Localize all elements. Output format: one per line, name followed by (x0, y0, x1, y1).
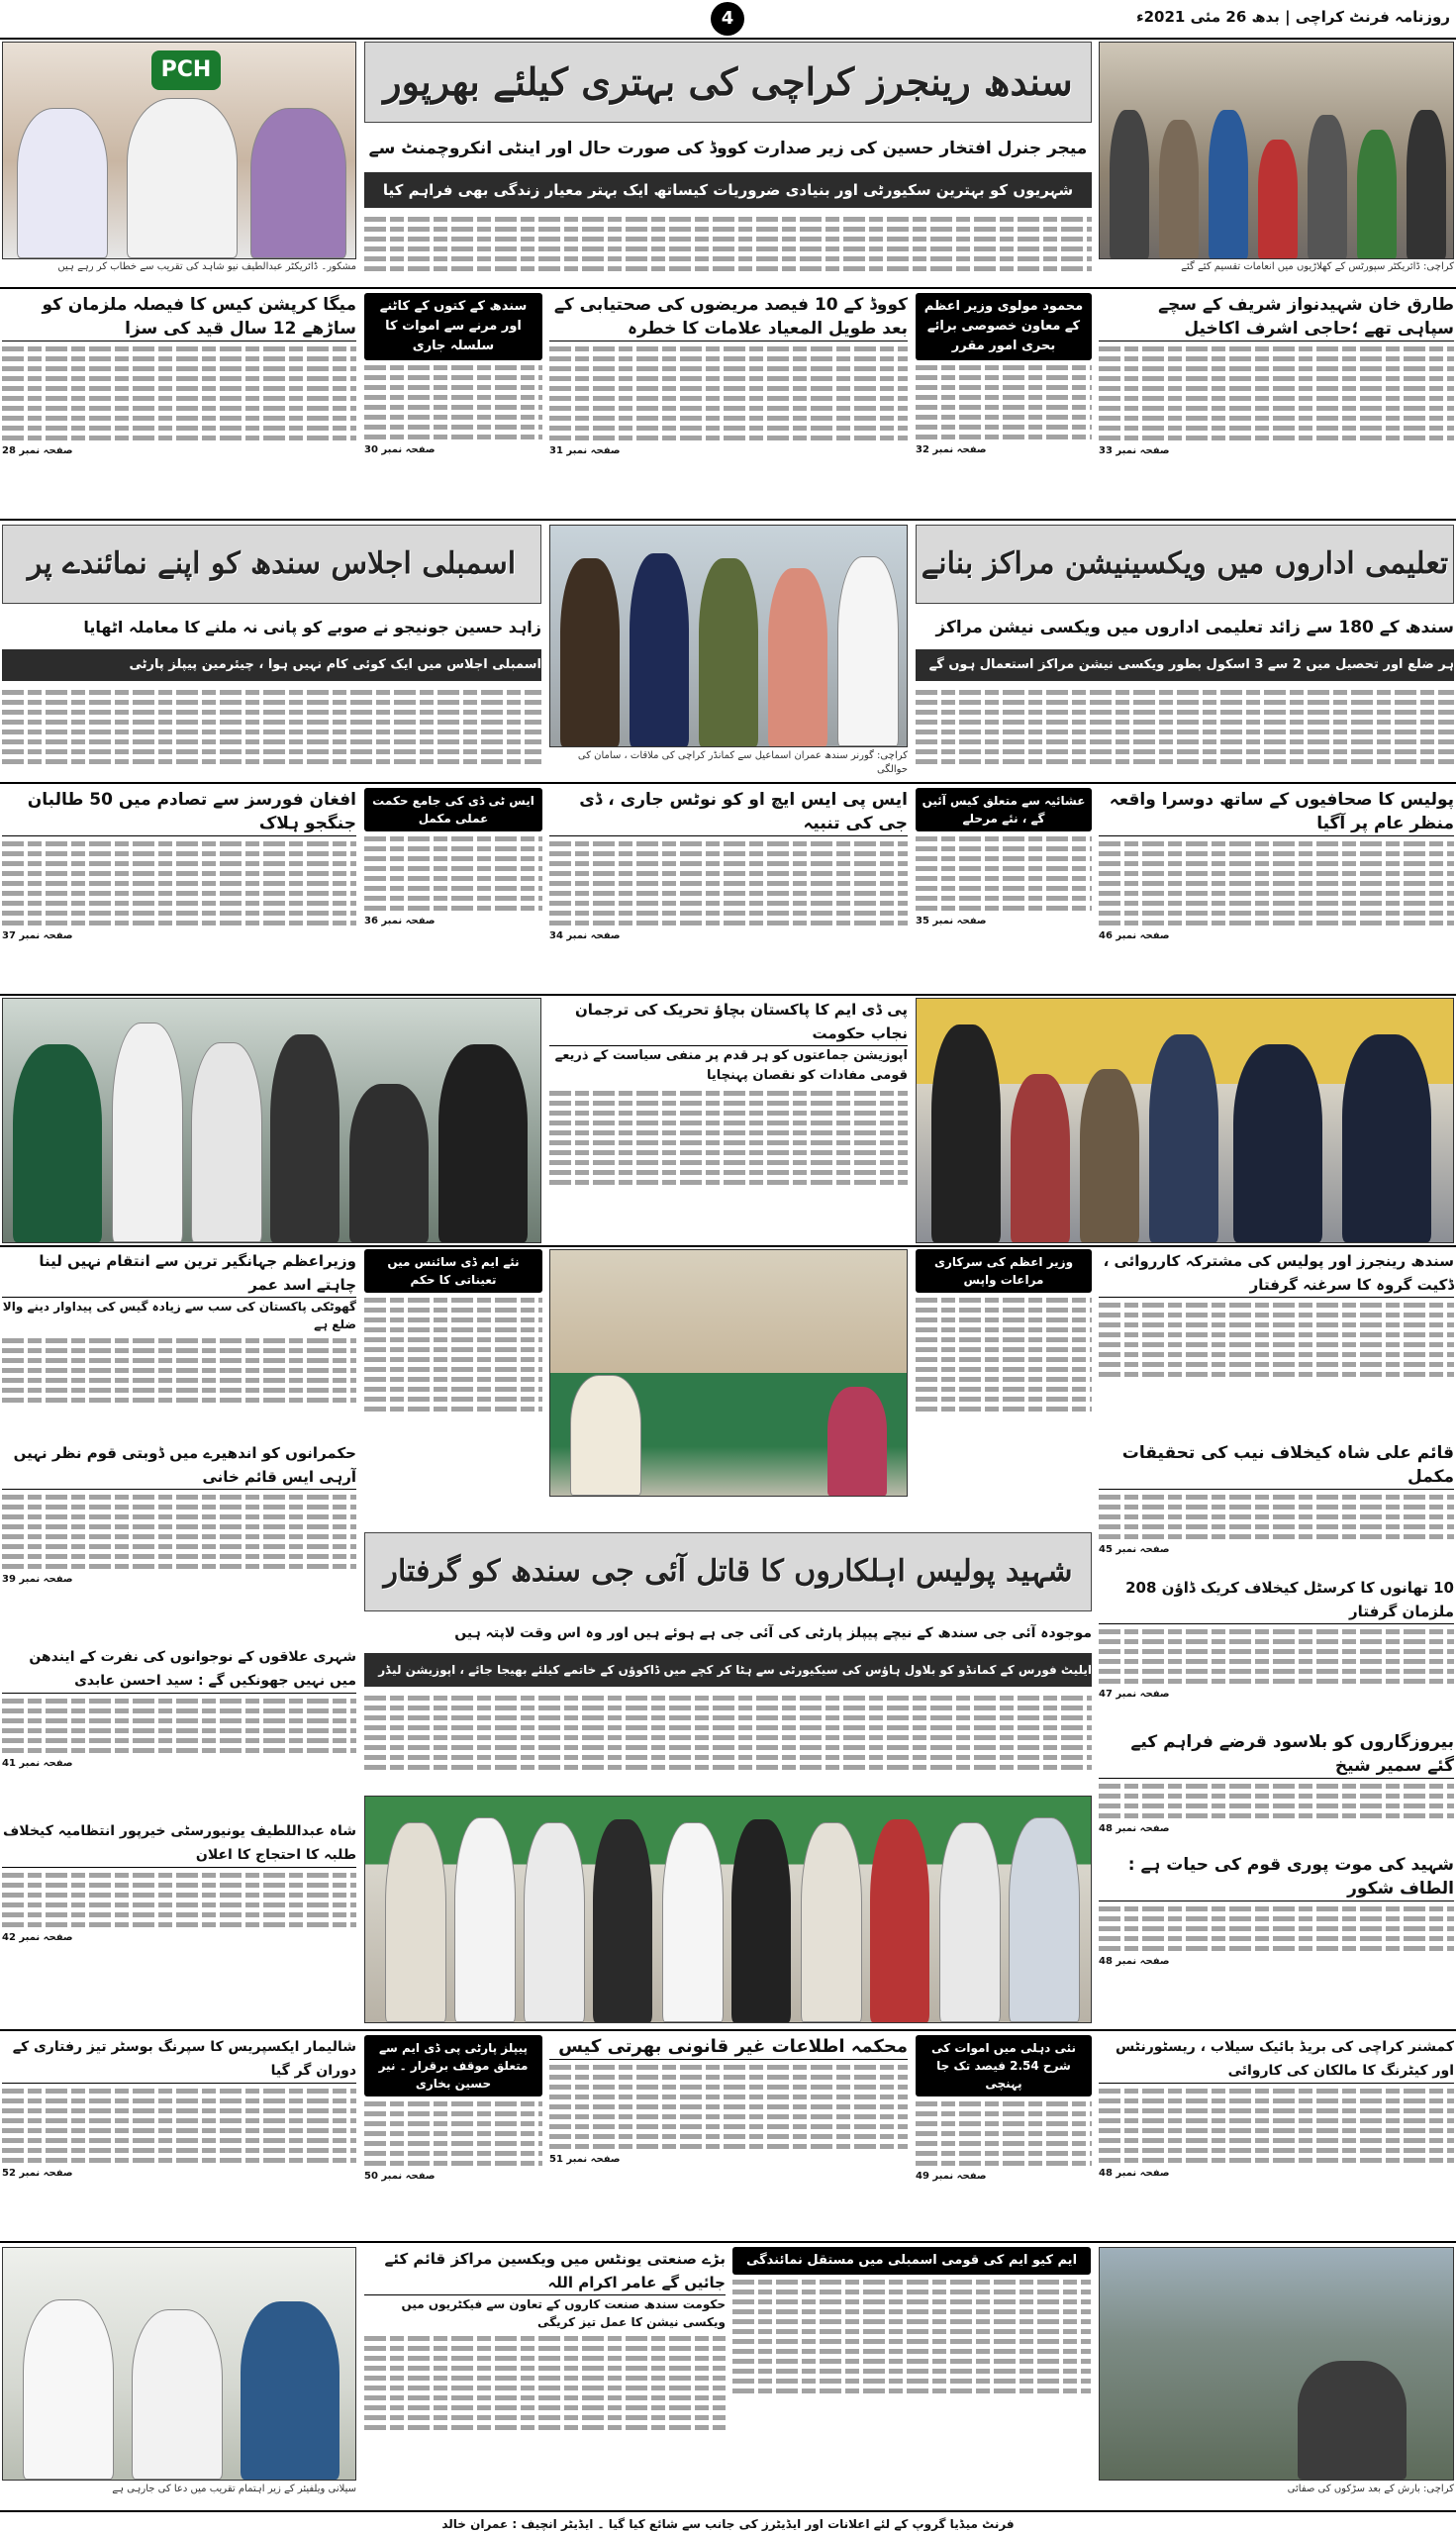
article-title: پولیس کا صحافیوں کے ساتھ دوسرا واقعہ منظر عام پر آگیا (1099, 788, 1454, 836)
article (2, 2035, 356, 2238)
continued-page: صفحہ نمبر 32 (916, 444, 987, 455)
top-left-caption: مشکور۔ ڈائریکٹر عبدالطیف نیو شاہد کی تقریب سے خطاب کر رہے ہیں (57, 261, 356, 272)
article (549, 788, 908, 991)
top-right-photo (1099, 42, 1454, 259)
left-story-body (2, 685, 541, 779)
pch-logo: PCH (151, 50, 221, 90)
main-sub-1: میجر جنرل افتخار حسین کی زیر صدارت کووڈ کی صورت حال اور اینٹی انکروچمنٹ سے (368, 139, 1088, 158)
article-title: بڑے صنعتی یونٹس میں ویکسین مراکز قائم کئے جائیں گے عامر اکرام اللہ (364, 2247, 726, 2295)
article (549, 293, 908, 516)
person-figure (1159, 120, 1199, 258)
pdm-article (549, 998, 908, 1243)
person-figure (931, 1024, 1001, 1242)
person-figure (1209, 110, 1248, 258)
governor-meeting-photo (549, 525, 908, 747)
main-headline: سندھ رینجرز کراچی کی بہتری کیلئے بھرپور (364, 42, 1092, 123)
continued-page: صفحہ نمبر 49 (916, 2171, 987, 2182)
person-figure (560, 558, 620, 746)
person-figure (191, 1042, 262, 1242)
left-sub: زاہد حسین جونیجو نے صوبے کو پانی نہ ملنے کا معاملہ اٹھایا (83, 618, 541, 636)
top-right-caption: کراچی: ڈائریکٹر سپورٹس کے کھلاڑیوں میں انعامات تقسیم کئے گئے (1181, 261, 1454, 272)
page-number: 4 (711, 2, 744, 36)
continued-page: صفحہ نمبر 30 (364, 444, 436, 455)
person-figure (1009, 1817, 1080, 2022)
article-title: عشائیہ سے متعلق کیس آئیں گے ، نئے مرحلے (916, 788, 1092, 831)
article-title: کووڈ کے 10 فیصد مریضوں کی صحتیابی کے بعد طویل المعیاد علامات کا خطرہ (549, 293, 908, 341)
continued-page: صفحہ نمبر 48 (1099, 1956, 1170, 1967)
continued-page: صفحہ نمبر 48 (1099, 2168, 1170, 2179)
continued-page: صفحہ نمبر 39 (2, 1574, 73, 1585)
continued-page: صفحہ نمبر 42 (2, 1932, 73, 1943)
bottom-left-caption: سیلانی ویلفیئر کے زیر اہتمام تقریب میں دعا کی جارہی ہے (112, 2484, 356, 2494)
person-figure (1357, 130, 1397, 258)
date-line: روزنامہ فرنٹ کراچی | بدھ 26 مئی 2021ء (1135, 8, 1450, 26)
person-figure (270, 1034, 340, 1242)
article-title: شاہ عبداللطیف یونیورسٹی خیرپور انتظامیہ کیخلاف طلبہ کا احتجاج کا اعلان (2, 1819, 356, 1868)
article-sub: حکومت سندھ صنعت کاروں کے تعاون سے فیکٹریوں میں ویکسی نیشن کا عمل تیز کریگی (401, 2297, 726, 2329)
divider (0, 994, 1456, 996)
article-title: 10 تھانوں کا کرسٹل کیخلاف کریک ڈاؤن 208 ملزمان گرفتار (1099, 1576, 1454, 1624)
person-figure (837, 556, 899, 746)
continued-page: صفحہ نمبر 50 (364, 2171, 436, 2182)
person-figure (524, 1822, 585, 2022)
bottom-right-photo (1099, 2247, 1454, 2481)
person-figure (593, 1819, 652, 2022)
article (364, 293, 542, 516)
article-title: سندھ رینجرز اور پولیس کی مشترکہ کارروائی ، ڈکیت گروہ کا سرغنہ گرفتار (1099, 1249, 1454, 1298)
continued-page: صفحہ نمبر 45 (1099, 1544, 1170, 1555)
right-sub-2: ہر ضلع اور تحصیل میں 2 سے 3 اسکول بطور ویکسی نیشن مراکز استعمال ہوں گے (916, 649, 1454, 681)
person-figure (454, 1817, 516, 2022)
article-title: شہری علاقوں کے نوجوانوں کی نفرت کے ایندھن میں نہیں جھونکیں گے : سید احسن عابدی (2, 1645, 356, 1694)
article-title: محکمہ اطلاعات غیر قانونی بھرتی کیس (549, 2035, 908, 2060)
person-figure (1308, 115, 1347, 258)
article (1099, 293, 1454, 516)
article-title: حکمرانوں کو اندھیرے میں ڈوبتی قوم نظر نہیں آرہی ایس قائم خانی (2, 1441, 356, 1490)
person-figure (132, 2309, 223, 2480)
masthead (0, 0, 1456, 40)
person-figure (1298, 2361, 1407, 2480)
article-title: نئی دہلی میں اموات کی شرح 2.54 فیصد تک جا پہنچی (916, 2035, 1092, 2096)
article-title: ایس ٹی ڈی کی جامع حکمت عملی مکمل (364, 788, 542, 831)
person-figure (699, 558, 758, 746)
article (1099, 1249, 1454, 1437)
left-sub-2: اسمبلی اجلاس میں ایک کوئی کام نہیں ہوا ، چیئرمین پیپلز پارٹی (2, 649, 541, 681)
article-title: نئے ایم ڈی سائنس میں تعیناتی کا حکم (364, 1249, 542, 1293)
divider (0, 519, 1456, 521)
pdm-sub: اپوزیشن جماعتوں کو ہر قدم پر منفی سیاست کے ذریعے قومی مفادات کو نقصان پہنچایا (554, 1048, 908, 1083)
article (2, 788, 356, 991)
person-figure (1149, 1034, 1218, 1242)
article (1099, 1576, 1454, 1724)
police-sub-1: موجودہ آئی جی سندھ کے نیچے پیپلز پارٹی کی آئی جی ہے ہوئے ہیں اور وہ اس وقت لاپتہ ہیں (454, 1625, 1092, 1641)
photo-caption: کراچی: گورنر سندھ عمران اسماعیل سے کمانڈر کراچی کی ملاقات ، سامان کی حوالگی (577, 750, 908, 775)
article (2, 1249, 356, 1437)
pdm-title: پی ڈی ایم کا پاکستان بچاؤ تحریک کی ترجمان نجاب حکومت (549, 998, 908, 1046)
divider (0, 287, 1456, 289)
person-figure (241, 2301, 340, 2480)
article-title: میگا کرپشن کیس کا فیصلہ ملزمان کو ساڑھے 12 سال قید کی سزا (2, 293, 356, 341)
footer-imprint: فرنٹ میڈیا گروپ کے لئے اعلانات اور ایڈیٹرز کی جانب سے شائع کیا گیا ۔ ایڈیٹر انچیف : عمران خالد (0, 2510, 1456, 2534)
continued-page: صفحہ نمبر 28 (2, 445, 73, 456)
divider (0, 2241, 1456, 2243)
person-figure (1110, 110, 1149, 258)
continued-page: صفحہ نمبر 34 (549, 930, 621, 941)
bottom-right-caption: کراچی: بارش کے بعد سڑکوں کی صفائی (1287, 2484, 1454, 2494)
continued-page: صفحہ نمبر 46 (1099, 930, 1170, 941)
person-figure (13, 1044, 102, 1242)
main-story-body (364, 212, 1092, 283)
continued-page: صفحہ نمبر 41 (2, 1758, 73, 1769)
article (1099, 1441, 1454, 1570)
article (364, 2247, 726, 2506)
right-story-body (916, 685, 1454, 779)
article (1099, 788, 1454, 991)
article-title: قائم علی شاہ کیخلاف نیب کی تحقیقات مکمل (1099, 1441, 1454, 1490)
article (1099, 1853, 1454, 1980)
person-figure (827, 1387, 887, 1496)
person-figure (1011, 1074, 1070, 1242)
article (1099, 1730, 1454, 1849)
article-title: ایس پی ایس ایچ او کو نوٹس جاری ، ڈی جی کی تنبیہ (549, 788, 908, 836)
article-title: طارق خان شہیدنواز شریف کے سچے سپاہی تھے ؛حاجی اشرف اکاخیل (1099, 293, 1454, 341)
article-sub: گھوٹکی پاکستان کی سب سے زیادہ گیس کی پیداوار دینے والا ضلع ہے (2, 1300, 356, 1331)
police-press-photo (916, 998, 1454, 1243)
article-title: وزیر اعظم کی سرکاری مراعات واپس (916, 1249, 1092, 1293)
continued-page: صفحہ نمبر 51 (549, 2154, 621, 2165)
office-meeting-photo (549, 1249, 908, 1497)
person-figure (801, 1822, 862, 2022)
right-headline: تعلیمی اداروں میں ویکسینیشن مراکز بنانے (916, 525, 1454, 604)
bottom-left-photo (2, 2247, 356, 2481)
police-headline: شہید پولیس اہلکاروں کا قاتل آئی جی سندھ کو گرفتار (364, 1532, 1092, 1611)
person-figure (1080, 1069, 1139, 1242)
left-headline: اسمبلی اجلاس سندھ کو اپنے نمائندے پر (2, 525, 541, 604)
person-figure (349, 1084, 429, 1242)
divider (0, 2029, 1456, 2031)
gathering-photo (2, 998, 541, 1243)
article (2, 1441, 356, 1639)
person-figure (870, 1819, 929, 2022)
article-title: شالیمار ایکسپریس کا سپرنگ بوسٹر تیز رفتاری کے دوران گر گیا (2, 2035, 356, 2084)
article-title: کمشنر کراچی کی بریڈ بائیک سیلاب ، ریسٹورنٹس اور کیٹرنگ کا مالکان کی کاروائی (1099, 2035, 1454, 2084)
group-photo (364, 1796, 1092, 2023)
police-sub-2: ایلیٹ فورس کے کمانڈو کو بلاول ہاؤس کی سیکیورٹی سے ہٹا کر کچے میں ڈاکوؤں کے خاتمے کیلئے بھیجا جائے ، اپوزیشن لیڈر (364, 1653, 1092, 1687)
person-figure (23, 2299, 114, 2480)
article (364, 1249, 542, 1524)
person-figure (1407, 110, 1446, 258)
person-figure (939, 1822, 1001, 2022)
article (364, 788, 542, 991)
article-title: وزیراعظم جہانگیر ترین سے انتقام نہیں لینا چاہتے اسد عمر (2, 1249, 356, 1298)
article (916, 293, 1092, 516)
continued-page: صفحہ نمبر 52 (2, 2168, 73, 2179)
article (1099, 2035, 1454, 2238)
divider (0, 1245, 1456, 1247)
person-figure (768, 568, 827, 746)
person-figure (438, 1044, 528, 1242)
article-title: محمود مولوی وزیر اعظم کے معاون خصوصی برائے بحری امور مقرر (916, 293, 1092, 360)
top-left-photo (2, 42, 356, 259)
article-title: بیروزگاروں کو بلاسود قرضے فراہم کیے گئے سمیر شیخ (1099, 1730, 1454, 1779)
person-figure (570, 1375, 641, 1496)
article (732, 2247, 1091, 2506)
continued-page: صفحہ نمبر 31 (549, 445, 621, 456)
article-title: پیپلز پارٹی پی ڈی ایم سے متعلق موقف برقرار ۔ نیر حسین بخاری (364, 2035, 542, 2096)
article-title: سندھ کے کتوں کے کاٹنے اور مرنے سے اموات کا سلسلہ جاری (364, 293, 542, 360)
person-figure (250, 108, 346, 258)
person-figure (112, 1023, 183, 1242)
person-figure (127, 98, 238, 258)
person-figure (1342, 1034, 1431, 1242)
divider (0, 782, 1456, 784)
person-figure (1233, 1044, 1322, 1242)
article (916, 788, 1092, 991)
article (916, 1249, 1092, 1524)
article (2, 293, 356, 516)
article (916, 2035, 1092, 2238)
article (2, 1819, 356, 1980)
continued-page: صفحہ نمبر 48 (1099, 1823, 1170, 1834)
person-figure (385, 1822, 446, 2022)
police-story-body (364, 1691, 1092, 1790)
continued-page: صفحہ نمبر 37 (2, 930, 73, 941)
person-figure (731, 1819, 791, 2022)
article-title: شہید کی موت پوری قوم کی حیات ہے : الطاف شکور (1099, 1853, 1454, 1901)
continued-page: صفحہ نمبر 33 (1099, 445, 1170, 456)
person-figure (1258, 140, 1298, 258)
article (2, 1645, 356, 1813)
right-sub: سندھ کے 180 سے زائد تعلیمی اداروں میں ویکسی نیشن مراکز (935, 618, 1454, 637)
person-figure (662, 1822, 724, 2022)
article-title: ایم کیو ایم کی قومی اسمبلی میں مستقل نمائندگی (732, 2247, 1091, 2275)
continued-page: صفحہ نمبر 36 (364, 916, 436, 926)
person-figure (630, 553, 689, 746)
main-sub-2: شہریوں کو بہترین سکیورٹی اور بنیادی ضروریات کیساتھ ایک بہتر معیار زندگی بھی فراہم کیا (364, 172, 1092, 208)
continued-page: صفحہ نمبر 47 (1099, 1689, 1170, 1700)
article-title: افغان فورسز سے تصادم میں 50 طالبان جنگجو ہلاک (2, 788, 356, 836)
article (364, 2035, 542, 2238)
person-figure (17, 108, 108, 258)
article (549, 2035, 908, 2238)
continued-page: صفحہ نمبر 35 (916, 916, 987, 926)
